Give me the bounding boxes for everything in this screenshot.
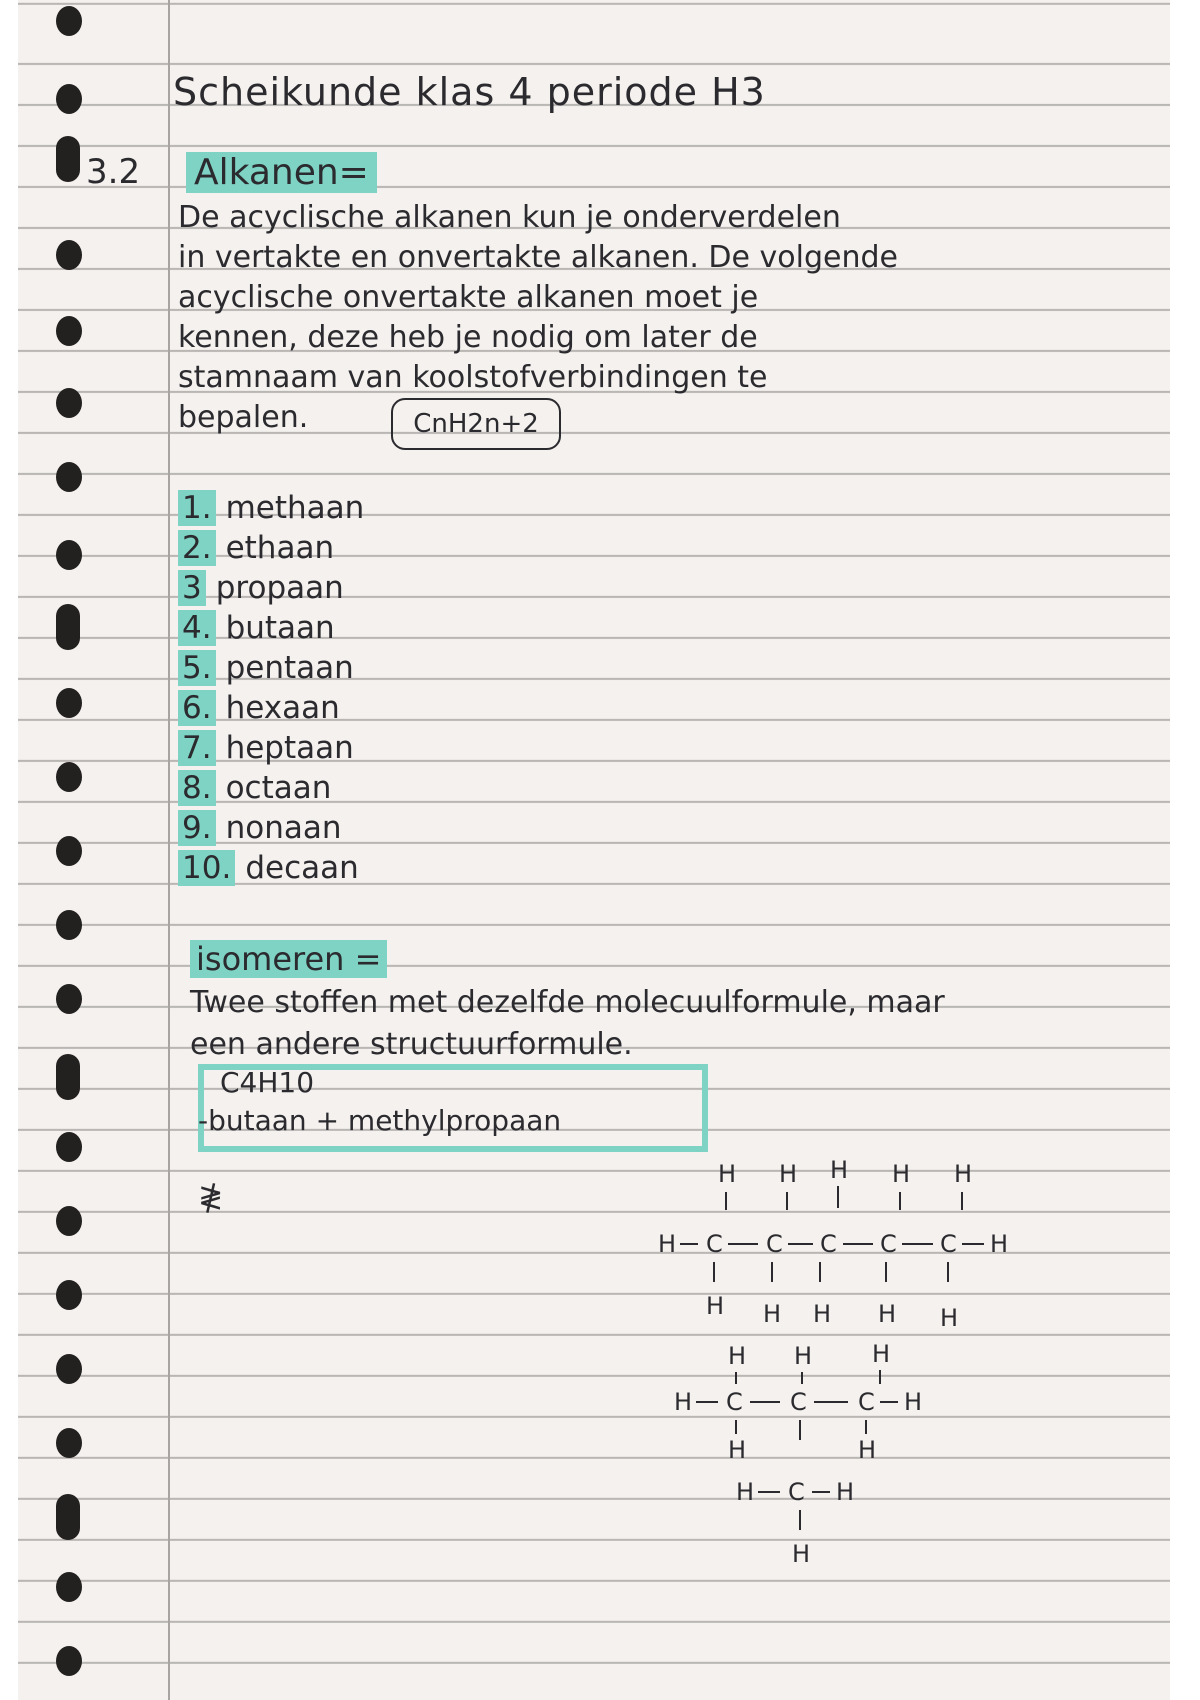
- list-number: 3: [178, 570, 206, 606]
- svg-text:C: C: [858, 1388, 875, 1416]
- svg-text:H: H: [779, 1160, 798, 1188]
- butane-structure: [658, 1156, 1008, 1332]
- list-number: 7.: [178, 730, 216, 766]
- svg-text:C: C: [790, 1388, 807, 1416]
- svg-text:H: H: [658, 1230, 677, 1258]
- section-heading: Alkanen=: [186, 152, 377, 193]
- svg-text:H: H: [872, 1340, 891, 1368]
- svg-text:H: H: [836, 1478, 855, 1506]
- alkane-name: ethaan: [225, 530, 335, 566]
- svg-text:H: H: [728, 1436, 747, 1464]
- svg-text:C: C: [726, 1388, 743, 1416]
- svg-text:H: H: [706, 1292, 725, 1320]
- structural-formulas: [18, 0, 1170, 1700]
- alkane-name: propaan: [215, 570, 344, 606]
- svg-text:C: C: [706, 1230, 723, 1258]
- list-number: 5.: [178, 650, 216, 686]
- svg-text:H: H: [794, 1342, 813, 1370]
- paragraph-line: bepalen.: [178, 400, 309, 435]
- svg-text:H: H: [940, 1304, 959, 1332]
- alkane-name: butaan: [225, 610, 335, 646]
- svg-text:H: H: [728, 1342, 747, 1370]
- svg-text:H: H: [990, 1230, 1009, 1258]
- paragraph-line: kennen, deze heb je nodig om later de: [178, 320, 758, 355]
- svg-text:C: C: [766, 1230, 783, 1258]
- definition-line: een andere structuurformule.: [190, 1027, 633, 1062]
- alkane-name: methaan: [225, 490, 365, 526]
- svg-text:C: C: [788, 1478, 805, 1506]
- svg-text:H: H: [904, 1388, 923, 1416]
- svg-text:C: C: [820, 1230, 837, 1258]
- example-formula: C4H10: [220, 1066, 315, 1099]
- alkane-name: pentaan: [225, 650, 354, 686]
- alkane-name: octaan: [225, 770, 332, 806]
- svg-text:C: C: [880, 1230, 897, 1258]
- paragraph-line: stamnaam van koolstofverbindingen te: [178, 360, 768, 395]
- list-number: 10.: [178, 850, 235, 886]
- list-number: 8.: [178, 770, 216, 806]
- methylpropane-structure: [674, 1340, 922, 1568]
- notebook-page: [18, 0, 1170, 1700]
- list-number: 9.: [178, 810, 216, 846]
- list-number: 2.: [178, 530, 216, 566]
- alkane-name: nonaan: [225, 810, 342, 846]
- svg-text:H: H: [736, 1478, 755, 1506]
- paragraph-line: De acyclische alkanen kun je onderverdelen: [178, 200, 841, 235]
- list-number: 1.: [178, 490, 216, 526]
- svg-text:H: H: [763, 1300, 782, 1328]
- list-number: 6.: [178, 690, 216, 726]
- definition-line: Twee stoffen met dezelfde molecuulformule, maar: [190, 985, 945, 1020]
- isomers-heading: isomeren =: [190, 940, 387, 978]
- svg-text:H: H: [892, 1160, 911, 1188]
- svg-text:H: H: [813, 1300, 832, 1328]
- svg-text:H: H: [858, 1436, 877, 1464]
- list-number: 4.: [178, 610, 216, 646]
- svg-text:H: H: [878, 1300, 897, 1328]
- alkane-name: heptaan: [225, 730, 354, 766]
- alkane-name: decaan: [245, 850, 359, 886]
- section-number: 3.2: [86, 152, 141, 192]
- paragraph-line: acyclische onvertakte alkanen moet je: [178, 280, 759, 315]
- svg-text:C: C: [940, 1230, 957, 1258]
- squiggle-mark: ≹: [198, 1180, 224, 1215]
- paragraph-line: in vertakte en onvertakte alkanen. De volgende: [178, 240, 898, 275]
- svg-text:H: H: [954, 1160, 973, 1188]
- svg-text:H: H: [718, 1160, 737, 1188]
- svg-text:H: H: [830, 1156, 849, 1184]
- general-formula-box: CnH2n+2: [391, 398, 561, 450]
- page-title: Scheikunde klas 4 periode H3: [173, 70, 766, 114]
- alkane-name: hexaan: [225, 690, 340, 726]
- svg-text:H: H: [792, 1540, 811, 1568]
- example-names: -butaan + methylpropaan: [198, 1104, 562, 1137]
- svg-text:H: H: [674, 1388, 693, 1416]
